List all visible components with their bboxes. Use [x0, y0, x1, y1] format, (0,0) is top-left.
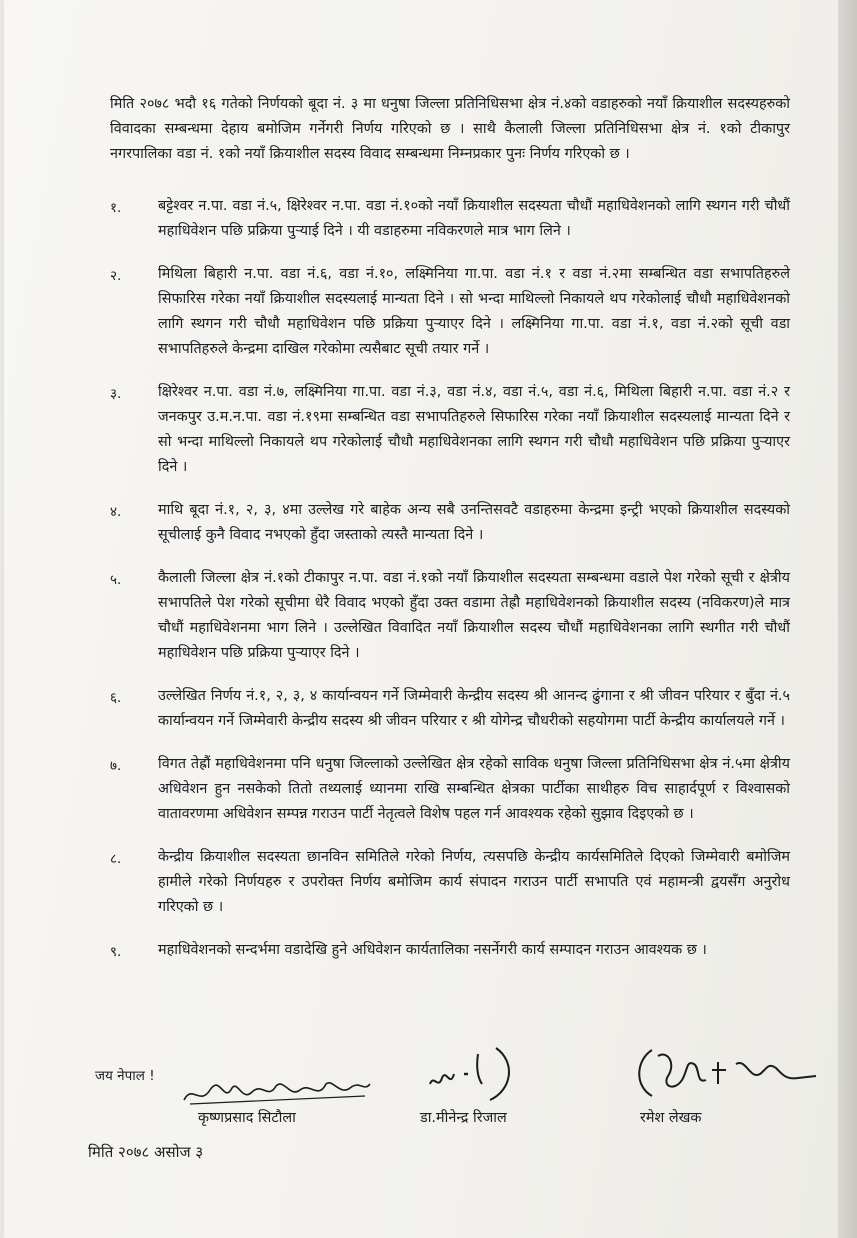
signature-scribble-2 [420, 1044, 520, 1106]
item-number: ६. [110, 690, 122, 706]
paper-edge-shadow [838, 0, 857, 1238]
item-number: ४. [110, 504, 122, 520]
signatory-name-1: कृष्णप्रसाद सिटौला [198, 1110, 296, 1126]
closing-salutation: जय नेपाल ! [95, 1068, 155, 1084]
item-number: ८. [110, 851, 122, 867]
signature-scribble-3 [628, 1040, 828, 1106]
item-text: कैलाली जिल्ला क्षेत्र नं.१को टीकापुर न.पा. वडा नं.१को नयाँ क्रियाशील सदस्यता सम्बन्धमा वडाले पेश गरेको सूची र क्षेत्रीय सभापतिले पेश गरेको सूचीमा धेरै विवाद भएको हुँदा उक्त वडामा तेह्रौ महाधिवेशनको क्रियाशील सदस्य (नविकरण)ले मात्र चौधौं महाधिवेशनमा भाग लिने । उल्लेखित विवादित नयाँ क्रियाशील सदस्य चौधौं महाधिवेशनका लागि स्थगीत गरी चौधौं महाधिवेशन पछि प्रक्रिया पुऱ्याएर दिने । [158, 570, 790, 661]
item-number: २. [110, 268, 122, 284]
item-number: ९. [110, 944, 122, 960]
item-number: १. [110, 200, 122, 216]
item-text: विगत तेह्रौं महाधिवेशनमा पनि धनुषा जिल्लाको उल्लेखित क्षेत्र रहेको साविक धनुषा जिल्ला प्रतिनिधिसभा क्षेत्र नं.५मा क्षेत्रीय अधिवेशन हुन नसकेको तितो तथ्यलाई ध्यानमा राखि सम्बन्धित क्षेत्रका पार्टीका साथीहरु विच साहार्दपूर्ण र विश्वासको वातावरणमा अधिवेशन सम्पन्न गराउन पार्टी नेतृत्वले विशेष पहल गर्न आवश्यक रहेको सुझाव दिइएको छ । [158, 756, 790, 822]
signatory-name-2: डा.मीनेन्द्र रिजाल [420, 1110, 507, 1126]
item-text: माथि बूदा नं.१, २, ३, ४मा उल्लेख गरे बाहेक अन्य सबै उनन्तिसवटै वडाहरुमा केन्द्रमा इन्ट्री भएको क्रियाशील सदस्यको सूचीलाई कुनै विवाद नभएको हुँदा जस्ताको त्यस्तै मान्यता दिने । [158, 502, 790, 543]
decision-item-6 [110, 684, 790, 734]
item-text: मिथिला बिहारी न.पा. वडा नं.६, वडा नं.१०, लक्ष्मिनिया गा.पा. वडा नं.१ र वडा नं.२मा सम्बन्धित वडा सभापतिहरुले सिफारिस गरेका नयाँ क्रियाशील सदस्यलाई मान्यता दिने । सो भन्दा माथिल्लो निकायले थप गरेकोलाई चौधौ महाधिवेशनको लागि स्थगन गरी चौधौ महाधिवेशन पछि प्रक्रिया पुऱ्याएर दिने । लक्ष्मिनिया गा.पा. वडा नं.१, वडा नं.२को सूची वडा सभापतिहरुले केन्द्रमा दाखिल गरेकोमा त्यसैबाट सूची तयार गर्ने । [158, 266, 790, 357]
item-text: क्षिरेश्वर न.पा. वडा नं.७, लक्ष्मिनिया गा.पा. वडा नं.३, वडा नं.४, वडा नं.५, वडा नं.६, मिथिला बिहारी न.पा. वडा नं.२ र जनकपुर उ.म.न.पा. वडा नं.१९मा सम्बन्धित वडा सभापतिहरुले सिफारिस गरेका नयाँ क्रियाशील सदस्यलाई मान्यता दिने र सो भन्दा माथिल्लो निकायले थप गरेकोलाई चौधौ महाधिवेशनका लागि स्थगन गरी चौधौ महाधिवेशन पछि प्रक्रिया पुऱ्याएर दिने । [158, 384, 790, 475]
intro-paragraph: मिति २०७८ भदौ १६ गतेको निर्णयको बूदा नं. ३ मा धनुषा जिल्ला प्रतिनिधिसभा क्षेत्र नं.४को वडाहरुको नयाँ क्रियाशील सदस्यहरुको विवादका सम्बन्धमा देहाय बमोजिम गर्नेगरी निर्णय गरिएको छ । साथै कैलाली जिल्ला प्रतिनिधिसभा क्षेत्र नं. १को टीकापुर नगरपालिका वडा नं. १को नयाँ क्रियाशील सदस्य विवाद सम्बन्धमा निम्नप्रकार पुनः निर्णय गरिएको छ । [110, 96, 790, 162]
decision-item-9 [110, 938, 790, 965]
decision-item-4 [110, 498, 790, 548]
item-text: बट्टेश्वर न.पा. वडा नं.५, क्षिरेश्वर न.पा. वडा नं.१०को नयाँ क्रियाशील सदस्यता चौधौं महाधिवेशनको लागि स्थगन गरी चौधौं महाधिवेशन पछि प्रक्रिया पुऱ्याई दिने । यी वडाहरुमा नविकरणले मात्र भाग लिने । [158, 198, 790, 239]
decision-item-8 [110, 845, 790, 920]
document-body [110, 92, 790, 983]
decision-item-7 [110, 752, 790, 827]
item-text: महाधिवेशनको सन्दर्भमा वडादेखि हुने अधिवेशन कार्यतालिका नसर्नेगरी कार्य सम्पादन गराउन आवश्यक छ । [158, 942, 707, 958]
decision-item-2 [110, 262, 790, 362]
signatory-name-3: रमेश लेखक [640, 1110, 702, 1126]
item-number: ३. [110, 386, 122, 402]
item-text: केन्द्रीय क्रियाशील सदस्यता छानविन समितिले गरेको निर्णय, त्यसपछि केन्द्रीय कार्यसमितिले दिएको जिम्मेवारी बमोजिम हामीले गरेको निर्णयहरु र उपरोक्त निर्णय बमोजिम कार्य संपादन गराउन पार्टी सभापति एवं महामन्त्री द्वयसँग अनुरोध गरिएको छ । [158, 849, 790, 915]
decision-item-3 [110, 380, 790, 480]
item-number: ५. [110, 572, 122, 588]
item-number: ७. [110, 758, 122, 774]
decision-item-1 [110, 194, 790, 244]
document-date: मिति २०७८ असोज ३ [88, 1143, 204, 1161]
decision-item-5 [110, 566, 790, 666]
item-text: उल्लेखित निर्णय नं.१, २, ३, ४ कार्यान्वयन गर्ने जिम्मेवारी केन्द्रीय सदस्य श्री आनन्द ढुंगाना र श्री जीवन परियार र बुँदा नं.५ कार्यान्वयन गर्ने जिम्मेवारी केन्द्रीय सदस्य श्री जीवन परियार र श्री योगेन्द्र चौधरीको सहयोगमा पार्टी केन्द्रीय कार्यालयले गर्ने । [158, 688, 790, 729]
